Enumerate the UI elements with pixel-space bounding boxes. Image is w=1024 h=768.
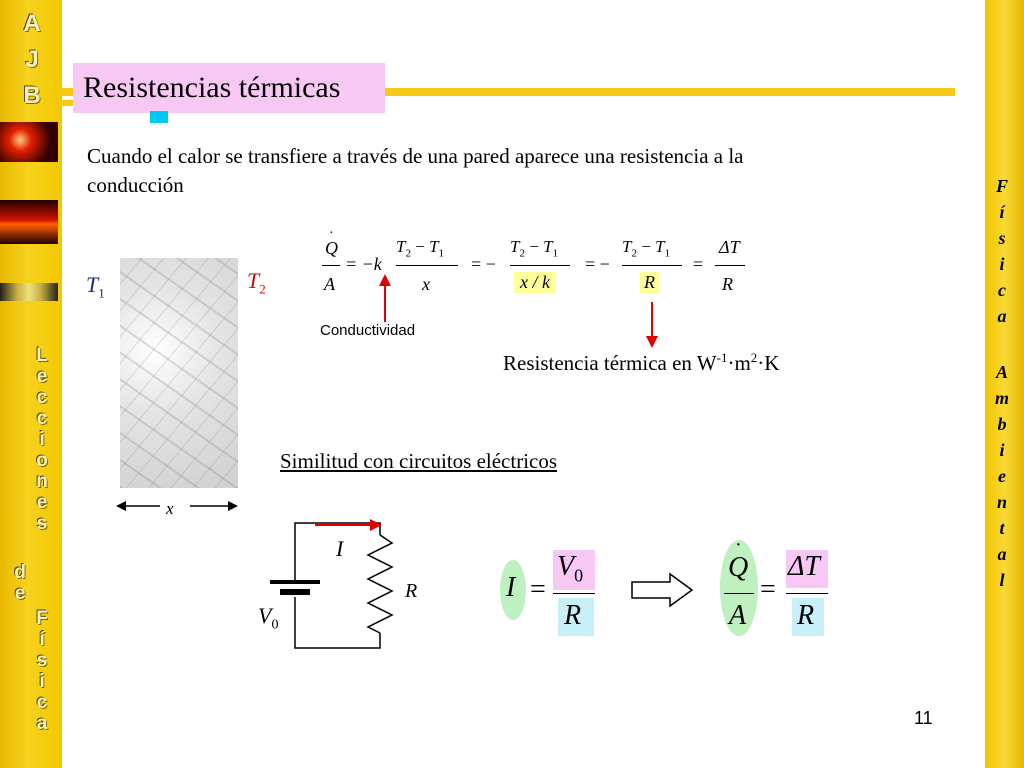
thermal-resistance: R: [797, 600, 815, 631]
vertical-letter: c: [36, 408, 48, 429]
thermal-heat: Q: [728, 552, 749, 583]
eq-eq2: = −: [471, 254, 496, 274]
ohm-voltage: $V_0$: [557, 551, 584, 586]
vertical-letter: t: [999, 518, 1005, 538]
vertical-letter: i: [999, 254, 1005, 274]
eq-eq1: = −k: [345, 254, 382, 274]
eq-frac2-line: [396, 265, 458, 266]
vertical-letter: F: [995, 176, 1008, 196]
thermal-delta-t: ΔT: [788, 551, 821, 582]
thermal-area: A: [729, 600, 747, 631]
eq-frac5-line: [715, 265, 745, 266]
vertical-letter: o: [36, 450, 48, 471]
vertical-letter: í: [999, 202, 1005, 222]
resistance-arrow: [642, 300, 662, 350]
vertical-letter: B: [23, 82, 41, 109]
ohm-current: I: [506, 572, 516, 603]
vertical-letter: e: [36, 366, 48, 387]
vertical-letter: A: [23, 10, 41, 37]
vertical-letter: F: [36, 608, 48, 629]
circuit-current-label: I: [336, 536, 344, 561]
vertical-letter: a: [997, 544, 1007, 564]
vertical-letter: i: [39, 429, 45, 450]
thickness-x-label: x: [166, 499, 174, 518]
conductividad-label: Conductividad: [320, 322, 416, 339]
eq-a: A: [324, 274, 335, 294]
thermal-q-dot: ·: [735, 534, 742, 556]
thickness-arrow: [110, 496, 250, 518]
vertical-letter: A: [995, 362, 1008, 382]
vertical-letter: d: [14, 562, 26, 583]
thumbnail-image-2: [0, 200, 58, 244]
ohm-equals: =: [530, 574, 546, 605]
vertical-letter: s: [998, 228, 1006, 248]
ohm-frac-line: [553, 593, 595, 594]
vertical-letter: i: [999, 440, 1005, 460]
eq-num3: $T_2 - T_1$: [622, 237, 671, 260]
eq-x: x: [422, 274, 430, 294]
title-accent-square: [150, 111, 168, 123]
eq-num2: $T_2 - T_1$: [510, 237, 559, 260]
eq-r: R: [640, 272, 659, 293]
vertical-letter: n: [36, 471, 48, 492]
vertical-letter: s: [36, 650, 48, 671]
vertical-letter: n: [996, 492, 1007, 512]
eq-r2: R: [722, 274, 733, 294]
eq-xk: x / k: [514, 272, 556, 293]
vertical-letter: L: [36, 345, 48, 366]
similitud-heading: Similitud con circuitos eléctricos: [280, 449, 558, 473]
intro-line-1: Cuando el calor se transfiere a través de una pared aparece una resistencia a la: [87, 144, 744, 168]
vertical-letter: m: [994, 388, 1009, 408]
resistance-units-label: Resistencia térmica en $W^{-1}\cdot m^2\cdot K$: [503, 350, 780, 375]
right-sidebar-band: [985, 0, 1024, 768]
vertical-letter: e: [14, 583, 26, 604]
eq-q-dot: ·: [329, 226, 334, 241]
wall-t1-label: $T_1$: [86, 272, 105, 301]
vertical-letter: e: [998, 466, 1006, 486]
vertical-letter: í: [39, 629, 45, 650]
vertical-letter: a: [997, 306, 1007, 326]
vertical-letter: a: [36, 713, 48, 734]
thermal-equals: =: [760, 574, 776, 605]
page-number: 11: [914, 708, 933, 728]
thermal-frac2-line: [786, 593, 828, 594]
vertical-letter: c: [36, 692, 48, 713]
eq-frac3-line: [510, 265, 570, 266]
wall-t2-label: $T_2$: [247, 268, 266, 297]
vertical-letter: e: [36, 492, 48, 513]
vertical-letter: i: [39, 671, 45, 692]
marble-wall-image: [120, 258, 238, 488]
eq-q: Q: [325, 238, 338, 258]
vertical-letter: b: [997, 414, 1007, 434]
analogy-arrow: [630, 572, 694, 608]
thumbnail-image-3: [0, 283, 58, 301]
ohm-resistance: R: [564, 600, 582, 631]
vertical-letter: c: [998, 280, 1006, 300]
eq-frac4-line: [622, 265, 682, 266]
eq-eq3: = −: [585, 254, 610, 274]
conductivity-arrow: [375, 272, 395, 324]
page-title: Resistencias térmicas: [83, 71, 341, 104]
vertical-letter: l: [999, 570, 1005, 590]
eq-frac1-line: [322, 265, 340, 266]
thumbnail-image-1: [0, 122, 58, 162]
eq-eq4: =: [693, 254, 704, 274]
eq-num1: $T_2 - T_1$: [396, 237, 445, 260]
intro-line-2: conducción: [87, 173, 184, 197]
vertical-letter: c: [36, 387, 48, 408]
circuit-voltage-label: $V_0$: [258, 603, 279, 633]
vertical-letter: s: [36, 513, 48, 534]
eq-dt: ΔT: [719, 237, 740, 257]
vertical-letter: J: [25, 46, 39, 73]
thermal-frac1-line: [724, 593, 754, 594]
left-sidebar-band: [0, 0, 62, 768]
circuit-resistor-label: R: [405, 580, 418, 602]
